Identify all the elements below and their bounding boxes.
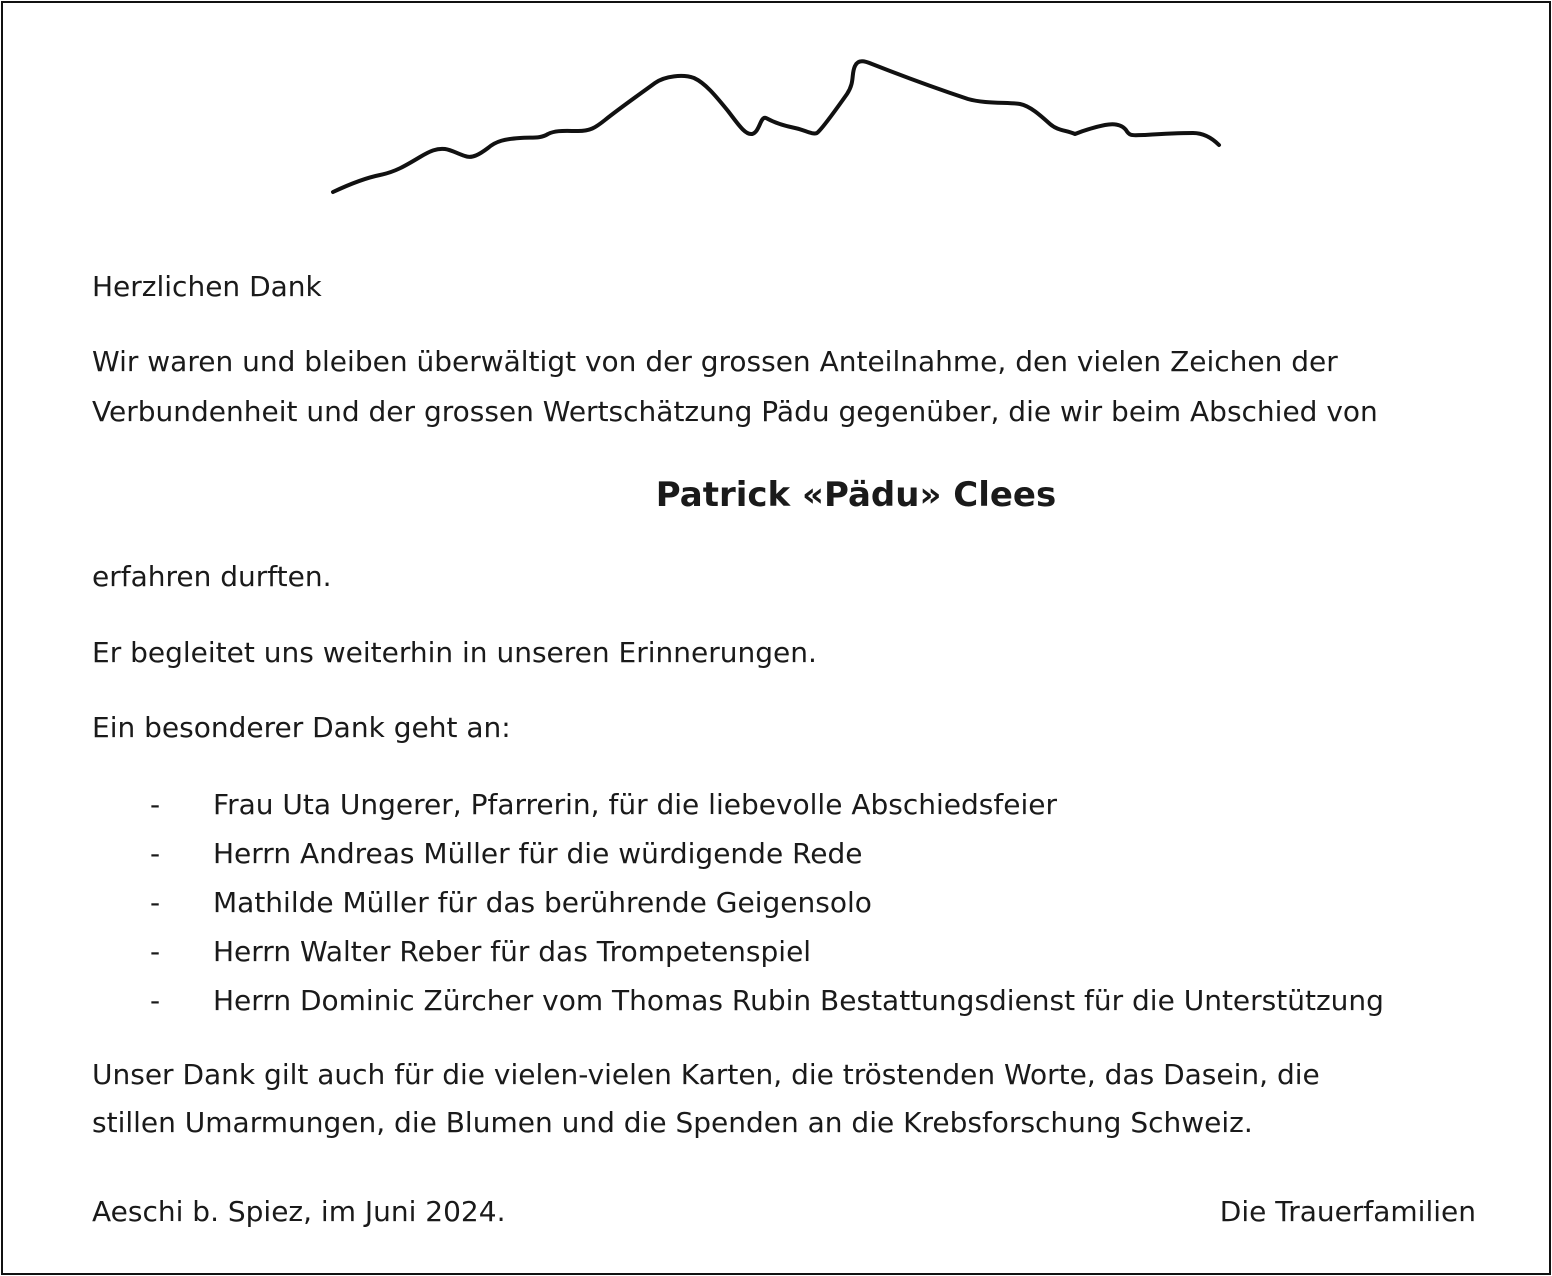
mountain-silhouette-icon (0, 0, 1552, 220)
deceased-name: Patrick «Pädu» Clees (655, 475, 1057, 515)
thanks-list (150, 780, 1384, 1025)
signature: Die Trauerfamilien (1219, 1195, 1476, 1228)
list-bullet: - (150, 935, 161, 968)
list-item (150, 829, 1384, 878)
list-item-text: Herrn Dominic Zürcher vom Thomas Rubin Bestattungsdienst für die Unterstützung (213, 984, 1384, 1017)
place-date: Aeschi b. Spiez, im Juni 2024. (92, 1195, 506, 1228)
list-item-text: Herrn Walter Reber für das Trompetenspiel (213, 935, 812, 968)
closing-line-1: Unser Dank gilt auch für die vielen-vielen Karten, die tröstenden Worte, das Dasein, die (92, 1058, 1320, 1091)
intro-line-2: Verbundenheit und der grossen Wertschätzung Pädu gegenüber, die wir beim Abschied von (92, 395, 1378, 428)
list-bullet: - (150, 984, 161, 1017)
list-bullet: - (150, 837, 161, 870)
memory-text: Er begleitet uns weiterhin in unseren Erinnerungen. (92, 636, 817, 669)
list-bullet: - (150, 886, 161, 919)
list-item (150, 976, 1384, 1025)
list-item (150, 780, 1384, 829)
greeting-heading: Herzlichen Dank (92, 270, 322, 303)
list-item (150, 878, 1384, 927)
list-item-text: Mathilde Müller für das berührende Geigensolo (213, 886, 872, 919)
list-item-text: Herrn Andreas Müller für die würdigende Rede (213, 837, 863, 870)
list-bullet: - (150, 788, 161, 821)
list-item-text: Frau Uta Ungerer, Pfarrerin, für die liebevolle Abschiedsfeier (213, 788, 1057, 821)
intro-line-1: Wir waren und bleiben überwältigt von der grossen Anteilnahme, den vielen Zeichen der (92, 345, 1338, 378)
closing-line-2: stillen Umarmungen, die Blumen und die Spenden an die Krebsforschung Schweiz. (92, 1106, 1253, 1139)
thanks-intro: Ein besonderer Dank geht an: (92, 711, 511, 744)
list-item (150, 927, 1384, 976)
after-name-text: erfahren durften. (92, 560, 332, 593)
